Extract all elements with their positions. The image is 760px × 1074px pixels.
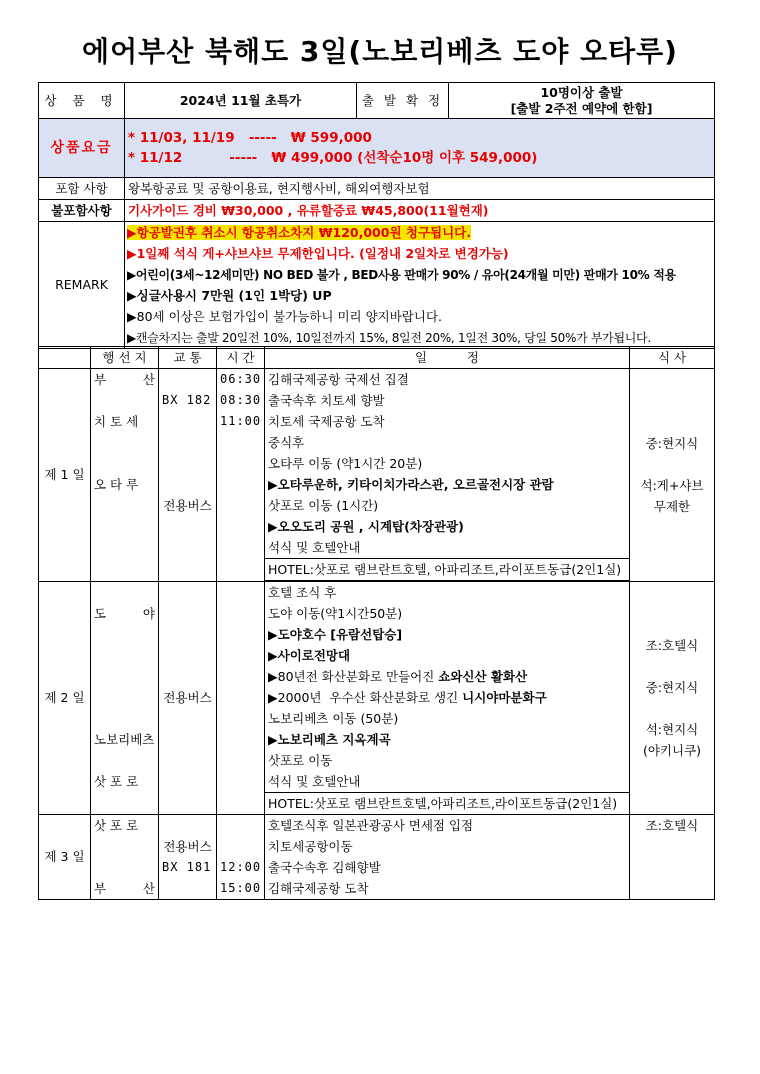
day3-meals [630,815,715,900]
place: 도 [94,606,107,621]
place: 노보리베츠 [94,732,155,747]
day1-transport [159,369,217,582]
day2-itinerary [265,582,630,815]
day3-times [217,815,265,900]
header-transport: 교 통 [159,347,217,369]
time: 08:30 [220,393,262,407]
day3-transport [159,815,217,900]
day2-transport [159,582,217,815]
meal: 석:게+샤브 [640,478,704,493]
remark-item: ▶1일째 석식 게+샤브샤브 무제한입니다. (일정내 2일차로 변경가능) [127,246,509,261]
time: 06:30 [220,372,262,386]
meal: 조:호텔식 [645,638,699,653]
itinerary-line: 호텔 조식 후 [268,585,337,600]
hotel-info: HOTEL:삿포로 램브란트호텔, 아파리조트,라이포트동급(2인1실) [265,558,629,581]
itinerary-line: ▶80년전 화산분화로 만들어진 [268,669,439,684]
itinerary-line: 김해국제공항 도착 [268,881,369,896]
header-itinerary: 일 정 [265,347,630,369]
price-value [125,119,715,178]
transport: 전용버스 [163,839,212,854]
remark-item: ▶80세 이상은 보험가입이 불가능하니 미리 양지바랍니다. [127,309,443,324]
included-label: 포함 사항 [39,178,125,200]
product-name-label: 상 품 명 [39,83,125,119]
itinerary-line: 호텔조식후 일본관광공사 면세점 입점 [268,818,474,833]
transport: 전용버스 [163,498,212,513]
itinerary-line: 도야 이동(약1시간50분) [268,606,403,621]
departure-value [449,83,715,119]
day3-places [91,815,159,900]
itinerary-highlight: 니시야마분화구 [462,690,547,705]
itinerary-line: 석식 및 호텔안내 [268,774,361,789]
transport: 전용버스 [163,690,212,705]
meal: 조:호텔식 [645,818,699,833]
time: 15:00 [220,881,262,895]
day1-label: 제 1 일 [39,369,91,582]
product-name-value: 2024년 11월 초특가 [125,83,357,119]
remark-item: ▶캔슬차지는 출발 20일전 10%, 10일전까지 15%, 8일전 20%, 1일전 30%, 당일 50%가 부가됩니다. [127,331,651,345]
itinerary-line: 치토세공항이동 [268,839,353,854]
day1-places [91,369,159,582]
day2-places [91,582,159,815]
meal: 석:현지식 [645,722,699,737]
excluded-label: 불포함사항 [39,200,125,222]
itinerary-line: 출국수속후 김해향발 [268,860,381,875]
day3-label: 제 3 일 [39,815,91,900]
time: 11:00 [220,414,262,428]
included-value: 왕복항공료 및 공항이용료, 현지행사비, 해외여행자보험 [125,178,715,200]
itinerary-line: ▶2000년 우수산 화산분화로 생긴 [268,690,463,705]
itinerary-line: 치토세 국제공항 도착 [268,414,385,429]
remark-label: REMARK [39,222,125,349]
itinerary-line: 삿포로 이동 (1시간) [268,498,379,513]
day2-meals [630,582,715,815]
itinerary-line: 노보리베츠 이동 (50분) [268,711,399,726]
departure-line1: 10명이상 출발 [540,84,623,100]
itinerary-line: ▶노보리베츠 지옥계곡 [268,732,391,747]
itinerary-line: 오타루 이동 (약1시간 20분) [268,456,423,471]
day1-meals [630,369,715,582]
price-line1: * 11/03, 11/19 ----- ₩ 599,000 [128,130,372,146]
place: 산 [142,881,155,896]
itinerary-line: 출국속후 치토세 향발 [268,393,385,408]
place: 오 타 루 [94,477,139,492]
itinerary-line: ▶도야호수 [유람선탑승] [268,627,403,642]
meal: 중:현지식 [645,436,699,451]
day1-times [217,369,265,582]
meal: 중:현지식 [645,680,699,695]
day3-itinerary [265,815,630,900]
itinerary-line: ▶오타루운하, 키타이치가라스관, 오르골전시장 관람 [268,477,554,492]
day2-label: 제 2 일 [39,582,91,815]
flight-number: BX 181 [162,860,212,874]
time: 12:00 [220,860,262,874]
itinerary-line: 김해국제공항 국제선 집결 [268,372,409,387]
header-meal: 식 사 [630,347,715,369]
place: 야 [142,606,155,621]
place: 삿 포 로 [94,818,139,833]
place: 산 [142,372,155,387]
remark-list [125,222,715,349]
itinerary-line: 석식 및 호텔안내 [268,540,361,555]
itinerary-line: ▶오오도리 공원 , 시계탑(차장관광) [268,519,464,534]
header-time: 시 간 [217,347,265,369]
remark-item: ▶싱글사용시 7만원 (1인 1박당) UP [127,288,332,303]
itinerary-line: 중식후 [268,435,305,450]
day1-itinerary [265,369,630,582]
place: 부 [94,881,107,896]
flight-number: BX 182 [162,393,212,407]
meal: 무제한 [653,499,691,514]
page-title: 에어부산 북해도 3일(노보리베츠 도야 오타루) [82,35,678,68]
price-label: 상품요금 [39,119,125,178]
departure-line2: [출발 2주전 예약에 한함] [510,100,653,116]
price-line2: * 11/12 ----- ₩ 499,000 (선착순10명 이후 549,000) [128,150,538,166]
itinerary-line: 삿포로 이동 [268,753,333,768]
itinerary-highlight: 쇼와신산 활화산 [438,669,528,684]
remark-item: ▶항공발권후 취소시 항공취소차지 ₩120,000원 청구됩니다. [127,225,471,240]
hotel-info: HOTEL:삿포로 램브란트호텔,아파리조트,라이포트동급(2인1실) [265,792,629,814]
meal: (야키니쿠) [642,743,702,758]
place: 치 토 세 [94,414,139,429]
departure-label: 출 발 확 정 [357,83,449,119]
product-info-table [38,82,715,349]
place: 부 [94,372,107,387]
excluded-value: 기사가이드 경비 ₩30,000 , 유류할증료 ₩45,800(11월현재) [125,200,715,222]
remark-item: ▶어린이(3세~12세미만) NO BED 불가 , BED사용 판매가 90% / 유아(24개월 미만) 판매가 10% 적용 [127,268,676,282]
header-place: 행 선 지 [91,347,159,369]
place: 삿 포 로 [94,774,139,789]
schedule-table [38,346,715,900]
itinerary-line: ▶사이로전망대 [268,648,351,663]
